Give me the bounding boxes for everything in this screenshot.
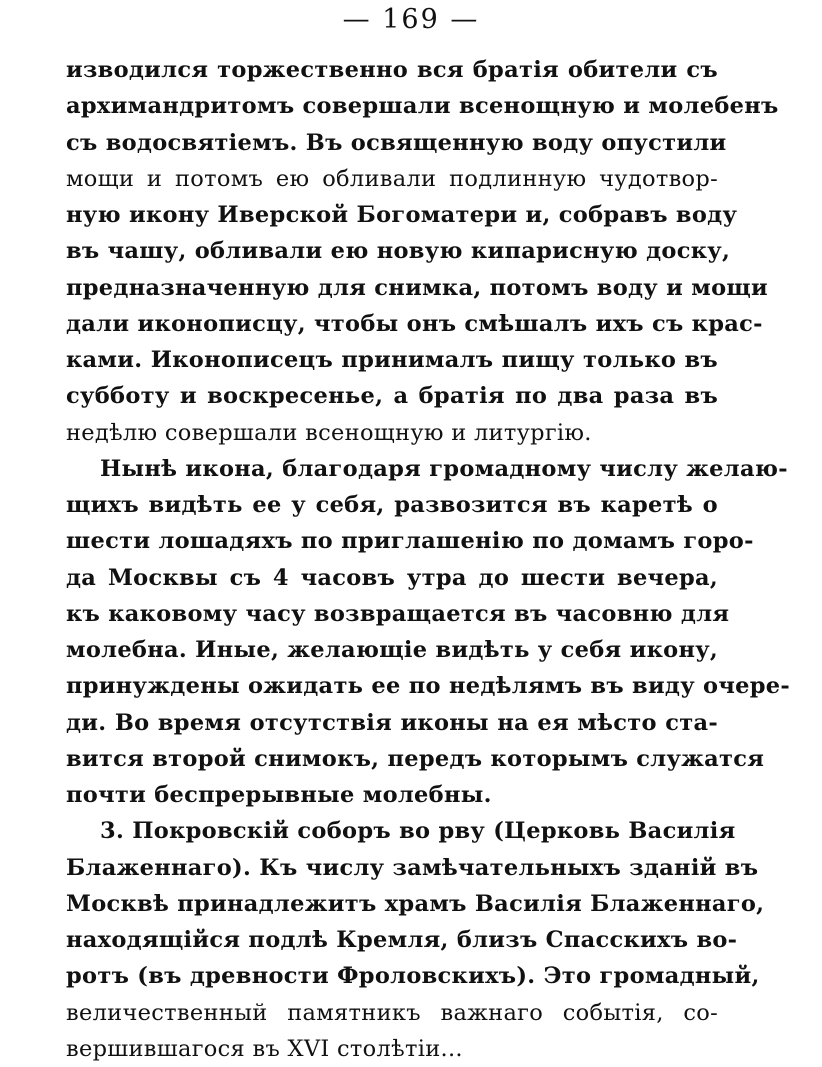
text-line: вится второй снимокъ, передъ которымъ служатся xyxy=(66,745,765,772)
text-line: принуждены ожидать ее по недѣлямъ въ виду очере- xyxy=(66,673,791,700)
body-text xyxy=(66,52,791,1067)
text-line: въ чашу, обливали ею новую кипарисную доску, xyxy=(66,238,731,265)
text-line: ную икону Иверской Богоматери и, собравъ воду xyxy=(66,202,738,228)
text-line: субботу и воскресенье, а братія по два раза въ xyxy=(66,383,718,410)
section-heading-line: 3. Покровскій соборъ во рву (Церковь Василія xyxy=(100,818,736,845)
text-line: да Москвы съ 4 часовъ утра до шести вечера, xyxy=(66,564,718,591)
text-line: ротъ (въ древности Фроловскихъ). Это громадный, xyxy=(66,963,760,990)
text-line: ди. Во время отсутствія иконы на ея мѣсто ста- xyxy=(66,709,718,736)
text-line: шести лошадяхъ по приглашенію по домамъ горо- xyxy=(66,528,754,555)
text-line: архимандритомъ совершали всенощную и молебенъ xyxy=(66,93,779,120)
text-line: вершившагося въ XVI столѣтіи... xyxy=(66,1035,463,1062)
text-line: къ каковому часу возвращается въ часовню для xyxy=(66,600,730,627)
text-line: ками. Иконописецъ принималъ пищу только въ xyxy=(66,347,718,373)
text-line: дали иконописцу, чтобы онъ смѣшалъ ихъ съ крас- xyxy=(66,310,763,337)
text-line: съ водосвятіемъ. Въ освященную воду опустили xyxy=(66,129,727,156)
text-line: молебна. Иные, желающіе видѣть у себя икону, xyxy=(66,637,719,663)
paragraph-2 xyxy=(66,451,791,814)
text-line: предназначенную для снимка, потомъ воду и мощи xyxy=(66,274,769,301)
text-line: щихъ видѣть ее у себя, развозится въ каретѣ о xyxy=(66,492,718,518)
text-line: мощи и потомъ ею обливали подлинную чудотвор- xyxy=(66,165,718,192)
text-line: Блаженнаго). Къ числу замѣчательныхъ зданій въ xyxy=(66,854,759,881)
page-number: — 169 — xyxy=(342,4,480,35)
text-line: Нынѣ икона, благодаря громадному числу желаю- xyxy=(100,455,788,482)
text-line: величественный памятникъ важнаго событія, со- xyxy=(66,999,718,1026)
paragraph-1 xyxy=(66,52,779,451)
text-line: изводился торжественно вся братія обители съ xyxy=(66,57,718,83)
text-line: недѣлю совершали всенощную и литургію. xyxy=(66,419,592,446)
text-line: Москвѣ принадлежитъ храмъ Василія Блаженнаго, xyxy=(66,890,765,917)
paragraph-3 xyxy=(66,813,765,1067)
text-line: почти беспрерывные молебны. xyxy=(66,782,492,808)
text-line: находящійся подлѣ Кремля, близъ Спасскихъ во- xyxy=(66,927,738,953)
